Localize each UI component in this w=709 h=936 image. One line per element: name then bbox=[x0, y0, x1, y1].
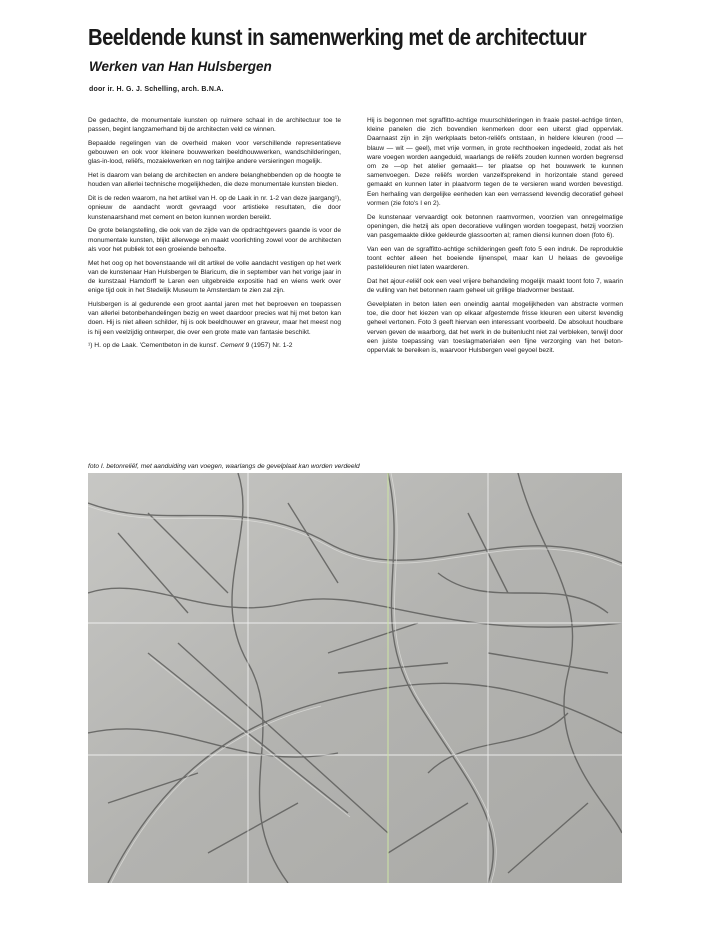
figure-caption: foto I. betonreliëf, met aanduiding van voegen, waarlangs de gevelplaat kan worden verdeeld bbox=[88, 463, 360, 470]
paragraph: Het is daarom van belang de architecten en andere belanghebbenden op de hoogte te houden van allerlei technische mogelijkheden, die deze monumentale kunsten bieden. bbox=[88, 172, 341, 189]
author-byline: door ir. H. G. J. Schelling, arch. B.N.A. bbox=[89, 86, 224, 93]
paragraph: Met het oog op het bovenstaande wil dit artikel de volle aandacht vestigen op het werk van de kunstenaar Han Hulsbergen te Blaricum, die in september van het vorige jaar in de kunstzaal Hamdorff te Laren een uitgebreide expositie had en wiens werk over enige tijd ook in het Stedelijk Museum te Amsterdam te zien zal zijn. bbox=[88, 259, 341, 295]
left-text-column bbox=[88, 116, 341, 355]
paragraph: Van een van de sgraffitto-achtige schilderingen geeft foto 5 een indruk. De reproduktie toont echter alleen het boeiende lijnenspel, maar kan U helaas de gevoelige pastelkleuren niet laten waarderen. bbox=[367, 245, 623, 272]
relief-illustration bbox=[88, 473, 622, 883]
concrete-relief-photo bbox=[88, 473, 622, 883]
right-text-column bbox=[367, 116, 623, 360]
paragraph: Hij is begonnen met sgraffitto-achtige muurschilderingen in fraaie pastel-achtige tinten, kleine panelen die zich bovendien kenmerken door een uiterst glad oppervlak. Daarnaast zijn in zijn werkplaats beton-reliëfs ontstaan, in heldere kleuren (rood — blauw — wit — geel), met vrije vormen, in grote rechthoeken ingedeeld, zodat als het ware voegen worden aangeduid, waarlangs de reliëfs zouden kunnen worden begrensd om ze —op het atelier gemaakt— ter plaatse op het bouwwerk te kunnen samenvoegen. Deze reliëfs worden vanzelfsprekend in horizontale stand gereed gemaakt en kunnen later in plaatvorm tegen de te versieren wand worden bevestigd. Een herhaling van dergelijke eenheden kan een verrassend levendig decoratief geheel vormen (zie foto's I en 2). bbox=[367, 117, 623, 207]
paragraph: Dit is de reden waarom, na het artikel van H. op de Laak in nr. 1-2 van deze jaargang¹), opnieuw de aandacht wordt gevraagd voor artistieke resultaten, die door kunstenaarshand met cement en beton kunnen worden bereikt. bbox=[88, 195, 341, 221]
footnote bbox=[88, 341, 341, 350]
article-subtitle: Werken van Han Hulsbergen bbox=[89, 59, 272, 74]
footnote-prefix: ¹) H. op de Laak. 'Cementbeton in de kunst'. bbox=[88, 342, 219, 350]
paragraph: De kunstenaar vervaardigt ook betonnen raamvormen, voorzien van onregelmatige openingen, die hetzij als open decoratieve vullingen worden toegepast, hetzij voorzien van pasgemaakte dikke gekleurde glassoorten al; ramen diensi kunnen doen (foto 6). bbox=[367, 213, 623, 240]
paragraph: De gedachte, de monumentale kunsten op ruimere schaal in de architectuur toe te passen, begint langzamerhand bij de architecten veld ce winnen. bbox=[88, 117, 341, 134]
footnote-journal: Cement bbox=[220, 342, 244, 350]
paragraph: Hulsbergen is al gedurende een groot aantal jaren met het beproeven en toepassen van allerlei betonbehandelingen bezig en weet daardoor precies wat hij met beton kan doen. Hij is niet alleen schilder, hij is ook beeldhouwer en graveur, maar het meest nog is hij een veelzijdig ontwerper, die over een grote mate van fantasie beschikt. bbox=[88, 301, 341, 336]
paragraph: Dat het ajour-reliëf ook een veel vrijere behandeling mogelijk maakt toont foto 7, waarin de vulling van het betonnen raam geheel uit grillige bladvormer bestaat. bbox=[367, 278, 623, 295]
paragraph: Bepaalde regelingen van de overheid maken voor verschillende representatieve gebouwen en ook voor kleinere bouwwerken beeldhouwwerken, wandschilderingen, glas-in-lood, reliëfs, mozaiekwerken en nog talrijke andere versieringen mogelijk. bbox=[88, 140, 341, 166]
paragraph: Gevelplaten in beton laten een oneindig aantal mogelijkheden van abstracte vormen toe, die door het kiezen van op elkaar afgestemde frisse kleuren een uiterst levendig geheel vertonen. Foto 3 geeft hiervan een interessant voorbeeld. De absoluut houdbare verven geven de waarborg, dat het werk in de buitenlucht niet zal verbleken, terwijl door een juiste toepassing van toeslagmaterialen een fijne verzorging van het beton-oppervlak te bereiken is, waarvoor Hulsbergen veel geyoel bezit. bbox=[367, 301, 623, 355]
paragraph: De grote belangstelling, die ook van de zijde van de opdrachtgevers gaande is voor de monumentale kunsten, blijkt allerwege en maakt voorlichting zowel voor de architecten als voor het publiek tot een groeiende behoefte. bbox=[88, 227, 341, 253]
article-title: Beeldende kunst in samenwerking met de architectuur bbox=[88, 24, 587, 50]
footnote-suffix: 9 (1957) Nr. 1-2 bbox=[245, 342, 293, 350]
